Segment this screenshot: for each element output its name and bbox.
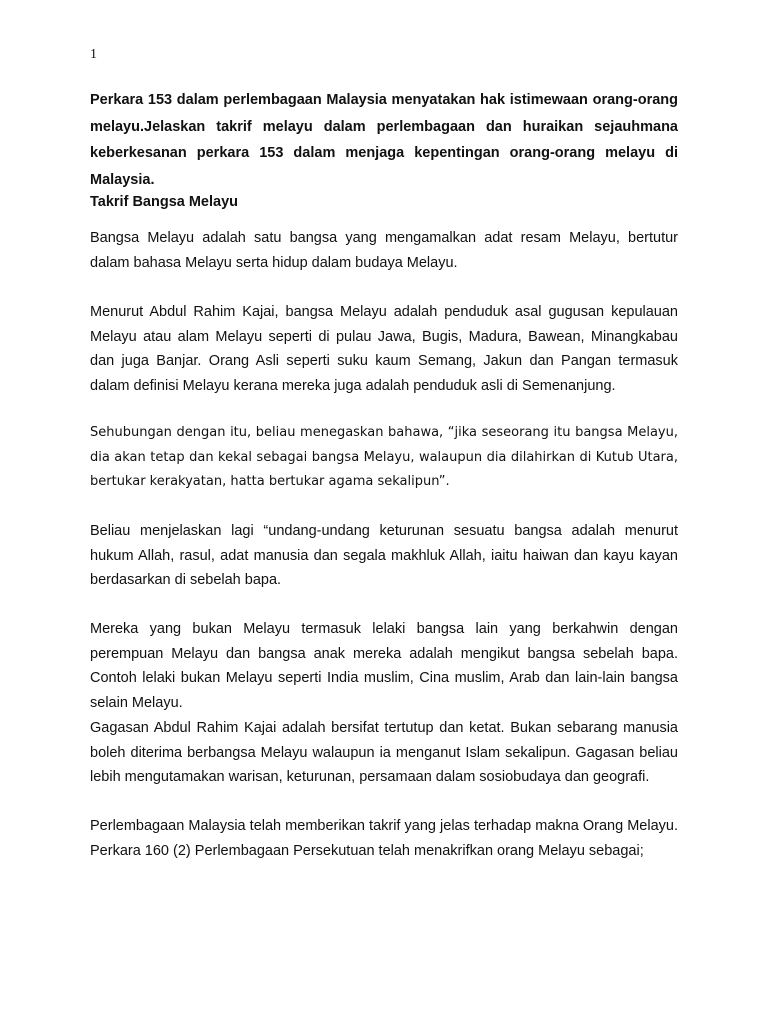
- paragraph-kajai-quote: Sehubungan dengan itu, beliau menegaskan bahawa, “jika seseorang itu bangsa Melayu, dia akan tetap dan kekal sebagai bangsa Melayu, walaupun dia dilahirkan di Kutub Utara, bertukar kerakyatan, hatta bertukar agama sekalipun”.: [90, 425, 678, 489]
- paragraph-non-malay: Mereka yang bukan Melayu termasuk lelaki bangsa lain yang berkahwin dengan perempuan Melayu dan bangsa anak mereka adalah mengikut bangsa sebelah bapa. Contoh lelaki bukan Melayu seperti India muslim, Cina muslim, Arab dan lain-lain bangsa selain Melayu.: [90, 621, 678, 711]
- paragraph-constitution: Perlembagaan Malaysia telah memberikan takrif yang jelas terhadap makna Orang Melayu. Perkara 160 (2) Perlembagaan Persekutuan telah menakrifkan orang Melayu sebagai;: [90, 818, 678, 859]
- paragraph-kajai-idea: Gagasan Abdul Rahim Kajai adalah bersifat tertutup dan ketat. Bukan sebarang manusia boleh diterima berbangsa Melayu walaupun ia menganut Islam sekalipun. Gagasan beliau lebih mengutamakan warisan, keturunan, persamaan dalam sosiobudaya dan geografi.: [90, 720, 678, 785]
- paragraph-definition: Bangsa Melayu adalah satu bangsa yang mengamalkan adat resam Melayu, bertutur dalam bahasa Melayu serta hidup dalam budaya Melayu.: [90, 230, 678, 271]
- page-number: 1: [90, 47, 97, 62]
- essay-question: Perkara 153 dalam perlembagaan Malaysia menyatakan hak istimewaan orang-orang melayu.Jelaskan takrif melayu dalam perlembagaan dan huraikan sejauhmana keberkesanan perkara 153 dalam menjaga kepentingan orang-orang melayu di Malaysia.: [90, 92, 678, 188]
- section-heading: Takrif Bangsa Melayu: [90, 194, 239, 210]
- paragraph-kajai-origin: Menurut Abdul Rahim Kajai, bangsa Melayu adalah penduduk asal gugusan kepulauan Melayu atau alam Melayu seperti di pulau Jawa, Bugis, Madura, Bawean, Minangkabau dan juga Banjar. Orang Asli seperti suku kaum Semang, Jakun dan Pangan termasuk dalam definisi Melayu kerana mereka juga adalah penduduk asli di Semenanjung.: [90, 304, 678, 394]
- paragraph-lineage-law: Beliau menjelaskan lagi “undang-undang keturunan sesuatu bangsa adalah menurut hukum Allah, rasul, adat manusia dan segala makhluk Allah, iaitu haiwan dan kayu kayan berdasarkan di sebelah bapa.: [90, 523, 678, 588]
